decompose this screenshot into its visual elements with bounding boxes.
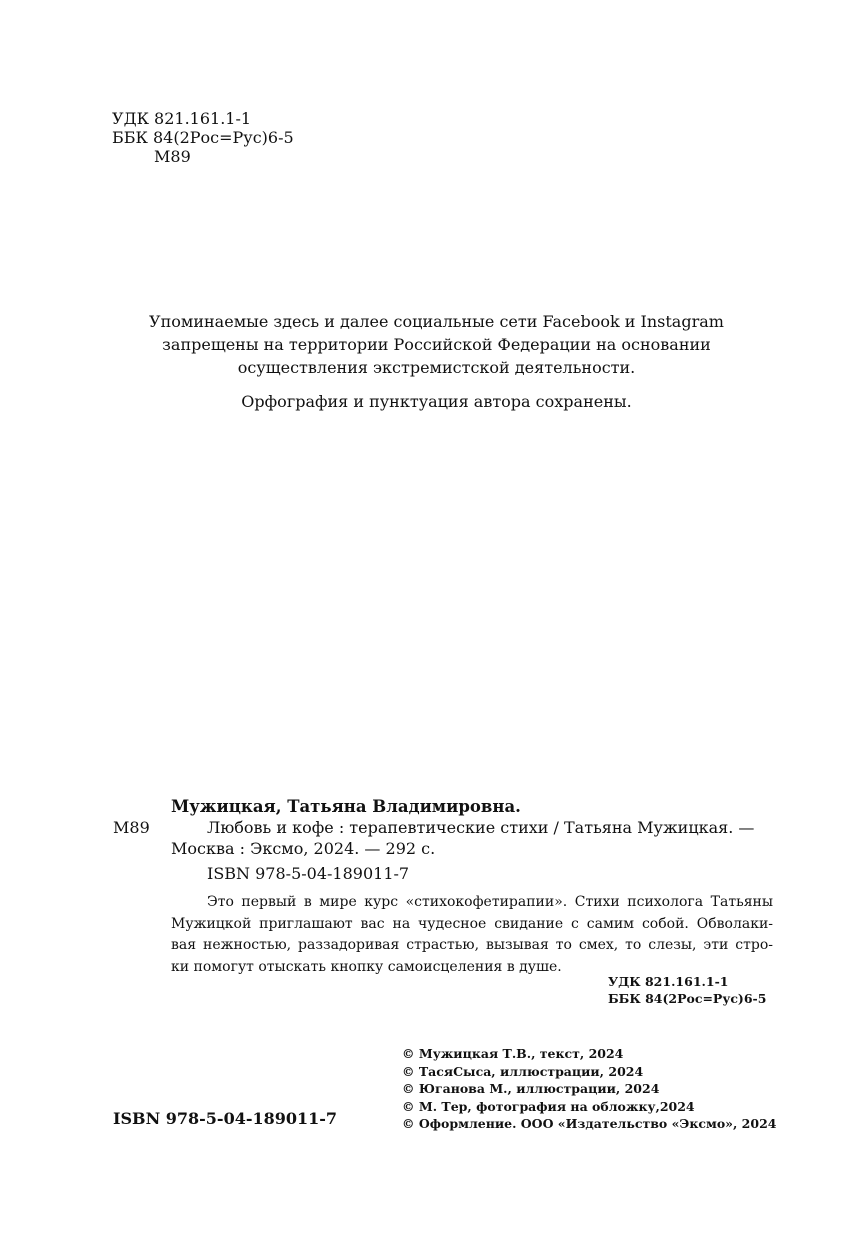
annotation-line: ки помогут отыскать кнопку самоисцеления в душе. bbox=[171, 958, 562, 975]
copyright-line: © М. Тер, фотография на обложку,2024 bbox=[402, 1098, 695, 1114]
notice-line: осуществления экстремистской деятельности. bbox=[237, 358, 636, 377]
annotation-line: Это первый в мире курс «стихокофетирапии». Стихи психолога Татьяны bbox=[207, 894, 773, 910]
notice-line: Упоминаемые здесь и далее социальные сети Facebook и Instagram bbox=[149, 312, 724, 331]
classification-codes-bottom bbox=[608, 973, 766, 1007]
biblio-title: Любовь и кофе : терапевтические стихи / Татьяна Мужицкая. — bbox=[207, 818, 755, 837]
biblio-author: Мужицкая, Татьяна Владимировна. bbox=[171, 797, 521, 816]
author-sign: М89 bbox=[154, 147, 191, 166]
isbn-bottom: ISBN 978-5-04-189011-7 bbox=[113, 1109, 338, 1128]
annotation-line: вая нежностью, раззадоривая страстью, вызывая то смех, то слезы, эти стро- bbox=[171, 937, 773, 953]
classification-codes-top bbox=[112, 109, 294, 166]
biblio-author-sign: М89 bbox=[113, 818, 150, 837]
udk-code: УДК 821.161.1-1 bbox=[112, 109, 252, 128]
annotation bbox=[171, 892, 773, 978]
spelling-notice: Орфография и пунктуация автора сохранены. bbox=[241, 392, 632, 411]
copyright-line: © Мужицкая Т.В., текст, 2024 bbox=[402, 1046, 624, 1061]
annotation-line: Мужицкой приглашают вас на чудесное свидание с самим собой. Обволаки- bbox=[171, 915, 773, 932]
copyright-line: © Юганова М., иллюстрации, 2024 bbox=[402, 1081, 660, 1096]
bibliographic-record bbox=[171, 796, 771, 884]
copyright-line: © ТасяСыса, иллюстрации, 2024 bbox=[402, 1063, 644, 1079]
notice-line: запрещены на территории Российской Федерации на основании bbox=[162, 335, 711, 354]
social-networks-notice bbox=[100, 310, 773, 379]
bbk-code: ББК 84(2Рос=Рус)6-5 bbox=[112, 128, 294, 147]
copyright-line: © Оформление. ООО «Издательство «Эксмо», 2024 bbox=[402, 1116, 777, 1131]
udk-code: УДК 821.161.1-1 bbox=[608, 974, 729, 989]
biblio-imprint: Москва : Эксмо, 2024. — 292 с. bbox=[171, 839, 436, 858]
biblio-isbn: ISBN 978-5-04-189011-7 bbox=[207, 864, 410, 883]
bbk-code: ББК 84(2Рос=Рус)6-5 bbox=[608, 991, 767, 1006]
copyright-block bbox=[402, 1045, 776, 1133]
